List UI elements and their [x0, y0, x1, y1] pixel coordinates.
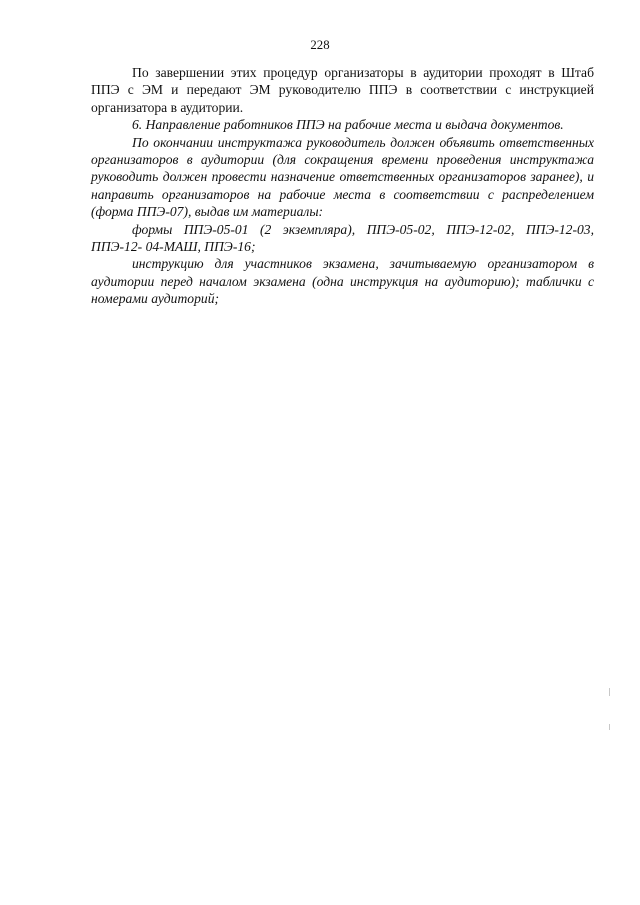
document-body [91, 64, 594, 308]
scan-margin-mark [609, 688, 610, 696]
paragraph-instruction-materials: инструкцию для участников экзамена, зачитываемую организатором в аудитории перед началом экзамена (одна инструкция на аудиторию); таблички с номерами аудиторий; [91, 256, 594, 307]
section-heading-6: 6. Направление работников ППЭ на рабочие места и выдача документов. [132, 117, 564, 133]
paragraph-briefing-end: По окончании инструктажа руководитель должен объявить ответственных организаторов в аудитории (для сокращения времени проведения инструктажа руководить должен провести назначение ответственных организаторов заранее), и направить организаторов на рабочие места в соответствии с распределением (форма ППЭ-07), выдав им материалы: [91, 134, 594, 220]
scan-margin-mark [609, 724, 610, 730]
paragraph-forms-list: формы ППЭ-05-01 (2 экземпляра), ППЭ-05-02, ППЭ-12-02, ППЭ-12-03, ППЭ-12- 04-МАШ, ППЭ-16; [91, 221, 594, 255]
paragraph-procedure-completion: По завершении этих процедур организаторы в аудитории проходят в Штаб ППЭ с ЭМ и передают ЭМ руководителю ППЭ в соответствии с инструкцией организатора в аудитории. [91, 65, 594, 115]
page-number: 228 [310, 38, 330, 52]
